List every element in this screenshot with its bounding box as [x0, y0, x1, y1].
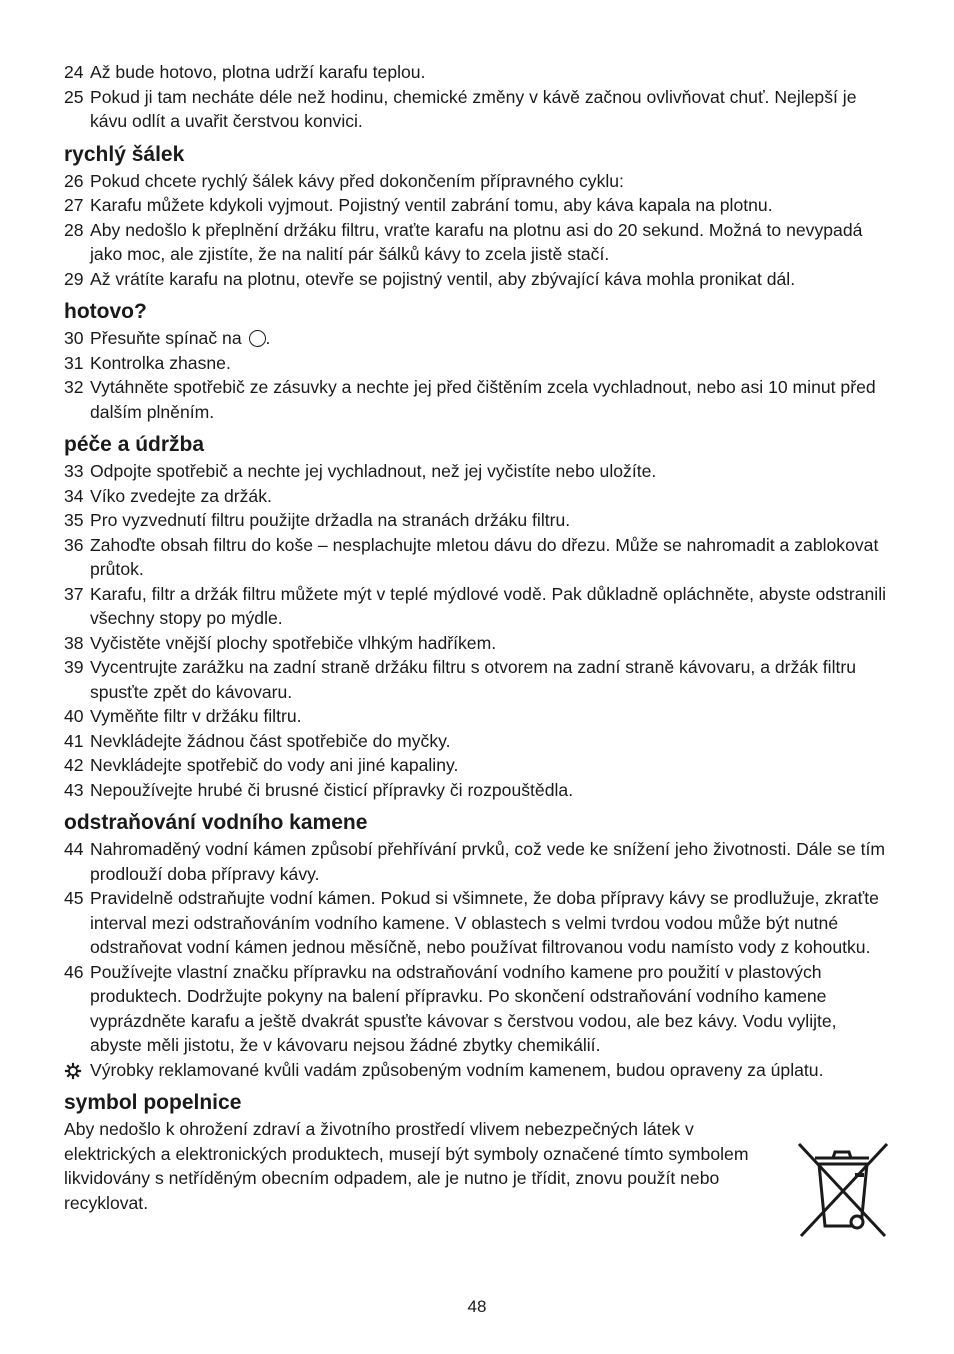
list-item: [64, 326, 890, 351]
list-item: [64, 193, 890, 218]
list-item: [64, 753, 890, 778]
item-text: Výrobky reklamované kvůli vadám způsobeným vodním kamenem, budou opraveny za úplatu.: [90, 1059, 824, 1080]
page-number: 48: [467, 1297, 487, 1316]
list-item: [64, 85, 890, 134]
gear-icon: [64, 1062, 82, 1080]
list-item: [64, 484, 890, 509]
list-item: [64, 778, 890, 803]
item-number: 35: [64, 510, 84, 530]
section-heading: rychlý šálek: [64, 142, 185, 166]
item-number: 28: [64, 219, 84, 240]
item-text: Víko zvedejte za držák.: [90, 485, 272, 506]
list-item: [64, 351, 890, 376]
item-number: 24: [64, 62, 84, 82]
section-heading: hotovo?: [64, 300, 147, 323]
item-text: Vytáhněte spotřebič ze zásuvky a nechte jej před čištěním zcela vychladnout, nebo asi 10 minut před dalším plněním.: [90, 377, 876, 422]
item-text: Až bude hotovo, plotna udrží karafu teplou.: [90, 62, 426, 82]
crossed-bin-icon: [795, 1140, 891, 1240]
item-number: 46: [64, 961, 84, 982]
section-heading: symbol popelnice: [64, 1091, 242, 1114]
item-number: 43: [64, 779, 84, 800]
item-number: 29: [64, 268, 84, 289]
list-item: [64, 1058, 890, 1083]
item-text: Vyměňte filtr v držáku filtru.: [90, 706, 302, 726]
item-text: Až vrátíte karafu na plotnu, otevře se pojistný ventil, aby zbývající káva mohla pronikat dál.: [90, 268, 796, 289]
item-text: Aby nedošlo k přeplnění držáku filtru, vraťte karafu na plotnu asi do 20 sekund. Možná to nevypadá jako moc, ale zjistíte, že na nalití pár šálků kávy to zcela jistě stačí.: [90, 219, 863, 264]
item-number: 32: [64, 377, 84, 397]
item-text: Vycentrujte zarážku na zadní straně držáku filtru s otvorem na zadní straně kávovaru, a držák filtru spusťte zpět do kávovaru.: [90, 657, 857, 702]
item-text: Vyčistěte vnější plochy spotřebiče vlhkým hadříkem.: [90, 632, 497, 653]
list-item: [64, 459, 890, 484]
item-text: Karafu můžete kdykoli vyjmout. Pojistný ventil zabrání tomu, aby káva kapala na plotnu.: [90, 195, 773, 215]
item-suffix: .: [265, 328, 271, 348]
bin-paragraph: Aby nedošlo k ohrožení zdraví a životního prostředí vlivem nebezpečných látek v elektrických a elektronických produktech, musejí být symboly označené tímto symbolem likvidovány s netříděným obecním odpadem, ale je nutno je třídit, znovu použít nebo recyklovat.: [64, 1119, 749, 1213]
item-text: Pokud ji tam necháte déle než hodinu, chemické změny v kávě začnou ovlivňovat chuť. Nejlepší je kávu odlít a uvařit čerstvou konvici.: [90, 86, 857, 131]
item-text: Nepoužívejte hrubé či brusné čisticí přípravky či rozpouštědla.: [90, 779, 574, 800]
list-item: [64, 60, 890, 85]
item-text: Pokud chcete rychlý šálek kávy před dokončením přípravného cyklu:: [90, 170, 624, 191]
item-text: Kontrolka zhasne.: [90, 352, 231, 373]
item-number: 31: [64, 352, 84, 373]
list-item: [64, 267, 890, 292]
item-number: 33: [64, 461, 84, 481]
list-item: [64, 508, 890, 533]
item-number: 42: [64, 755, 84, 775]
item-number: 25: [64, 86, 84, 107]
item-number: 36: [64, 534, 84, 555]
list-item: [64, 533, 890, 582]
item-number: 37: [64, 583, 84, 604]
list-item: [64, 631, 890, 656]
item-number: 30: [64, 328, 84, 348]
item-number: 41: [64, 730, 84, 751]
item-text: Pravidelně odstraňujte vodní kámen. Pokud si všimnete, že doba přípravy kávy se prodlužuje, zkraťte interval mezi odstraňováním vodního kamene. V oblastech s velmi tvrdou vodou může být nutné odstraňovat vodní kámen jednou měsíčně, nebo používat filtrovanou vodu namísto vody z kohoutku.: [90, 888, 879, 957]
list-item: [64, 837, 890, 886]
off-circle-icon: [249, 330, 266, 347]
item-text: Karafu, filtr a držák filtru můžete mýt v teplé mýdlové vodě. Pak důkladně opláchněte, abyste odstranili všechny stopy po mýdle.: [90, 583, 887, 628]
list-item: [64, 655, 890, 704]
item-text: Pro vyzvednutí filtru použijte držadla na stranách držáku filtru.: [90, 510, 571, 530]
item-number: 34: [64, 485, 84, 506]
list-item: [64, 886, 890, 960]
list-item: [64, 704, 890, 729]
item-number: 40: [64, 706, 84, 726]
item-number: 39: [64, 657, 84, 677]
item-text: Přesuňte spínač na: [90, 328, 242, 348]
item-number: 38: [64, 632, 84, 653]
list-item: [64, 375, 890, 424]
page-content: [64, 60, 890, 1215]
item-text: Odpojte spotřebič a nechte jej vychladnout, než jej vyčistíte nebo uložíte.: [90, 461, 657, 481]
list-item: [64, 960, 890, 1058]
section-heading: odstraňování vodního kamene: [64, 811, 368, 834]
list-item: [64, 218, 890, 267]
list-item: [64, 729, 890, 754]
item-number: 45: [64, 888, 84, 908]
item-number: 27: [64, 195, 84, 215]
item-number: 44: [64, 839, 84, 859]
item-text: Nevkládejte spotřebič do vody ani jiné kapaliny.: [90, 755, 459, 775]
list-item: [64, 582, 890, 631]
item-text: Zahoďte obsah filtru do koše – nesplachujte mletou dávu do dřezu. Může se nahromadit a zablokovat průtok.: [90, 534, 879, 579]
item-text: Nahromaděný vodní kámen způsobí přehřívání prvků, což vede ke snížení jeho životnosti. Dále se tím prodlouží doba přípravy kávy.: [90, 839, 886, 884]
item-text: Nevkládejte žádnou část spotřebiče do myčky.: [90, 730, 451, 751]
item-number: 26: [64, 170, 84, 191]
item-text: Používejte vlastní značku přípravku na odstraňování vodního kamene pro použití v plastových produktech. Dodržujte pokyny na balení přípravku. Po skončení odstraňování vodního kamene vyprázdněte karafu a ještě dvakrát spusťte kávovar s čerstvou vodou, ale bez kávy. Vodu vylijte, abyste měli jistotu, že v kávovaru nejsou žádné zbytky chemikálií.: [90, 961, 837, 1055]
list-item: [64, 169, 890, 194]
section-heading: péče a údržba: [64, 433, 205, 456]
